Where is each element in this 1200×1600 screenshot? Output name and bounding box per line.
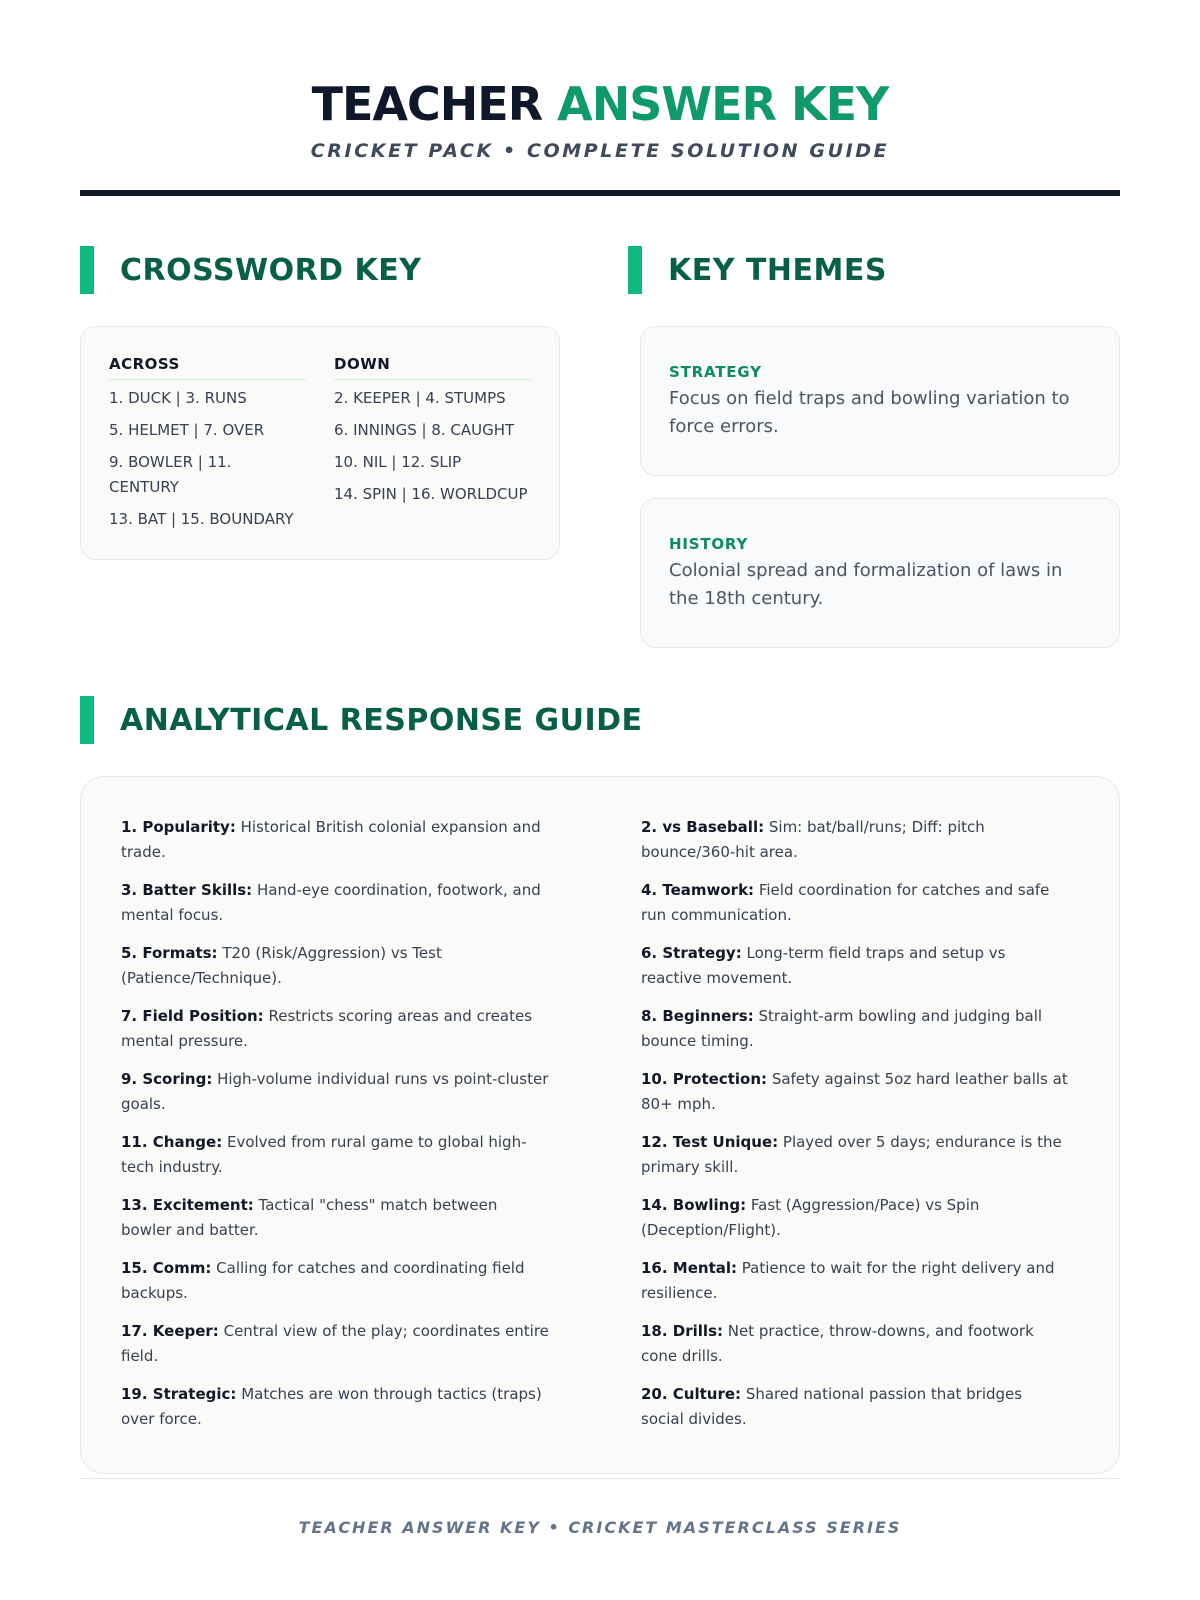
guide-item-label: 9. Scoring: [121, 1070, 213, 1088]
guide-item-text: Shared national passion that bridges social divides. [641, 1385, 1023, 1428]
title-main: TEACHER [311, 77, 543, 131]
section-accent-bar [80, 246, 94, 294]
guide-item [641, 1130, 1069, 1193]
guide-item [641, 1256, 1069, 1319]
section-accent-bar [80, 696, 94, 744]
down-column [334, 355, 531, 559]
page-header [80, 72, 1120, 162]
guide-item [641, 1004, 1069, 1067]
guide-item-text: Sim: bat/ball/runs; Diff: pitch bounce/360-hit area. [641, 818, 985, 861]
section-accent-bar [628, 246, 642, 294]
guide-item-text: Historical British colonial expansion and trade. [121, 818, 541, 861]
page-footer: TEACHER ANSWER KEY • CRICKET MASTERCLASS SERIES [298, 1518, 902, 1537]
guide-item-label: 14. Bowling: [641, 1196, 747, 1214]
theme-card-history [640, 498, 1120, 648]
guide-item-text: Restricts scoring areas and creates mental pressure. [121, 1007, 533, 1050]
guide-item [121, 878, 549, 941]
crossword-card [80, 326, 560, 560]
title-accent: ANSWER KEY [557, 77, 889, 131]
guide-item-text: Tactical "chess" match between bowler and batter. [121, 1196, 498, 1239]
guide-item-label: 15. Comm: [121, 1259, 212, 1277]
header-divider [80, 190, 1120, 196]
guide-item-text: Matches are won through tactics (traps) over force. [121, 1385, 542, 1428]
guide-item-text: Field coordination for catches and safe run communication. [641, 881, 1050, 924]
guide-item-label: 11. Change: [121, 1133, 223, 1151]
guide-item-label: 10. Protection: [641, 1070, 768, 1088]
guide-item-text: Long-term field traps and setup vs reactive movement. [641, 944, 1006, 987]
guide-item-text: Net practice, throw-downs, and footwork cone drills. [641, 1322, 1034, 1365]
guide-item [641, 815, 1069, 878]
across-column [109, 355, 306, 559]
guide-item-label: 2. vs Baseball: [641, 818, 765, 836]
page-title [80, 72, 1120, 136]
guide-item [641, 1319, 1069, 1382]
across-heading: ACROSS [109, 355, 306, 380]
crossword-section-heading [80, 246, 422, 294]
guide-item-text: T20 (Risk/Aggression) vs Test (Patience/Technique). [121, 944, 442, 987]
guide-section-heading [80, 696, 643, 744]
themes-section-heading [628, 246, 887, 294]
footer-divider [80, 1478, 1120, 1479]
guide-item-label: 1. Popularity: [121, 818, 236, 836]
section-title: ANALYTICAL RESPONSE GUIDE [120, 702, 643, 738]
guide-item [121, 1382, 549, 1445]
guide-item-label: 4. Teamwork: [641, 881, 755, 899]
guide-item-label: 6. Strategy: [641, 944, 742, 962]
guide-item-label: 5. Formats: [121, 944, 218, 962]
page-subtitle: CRICKET PACK • COMPLETE SOLUTION GUIDE [310, 140, 890, 162]
guide-item-label: 8. Beginners: [641, 1007, 754, 1025]
answer-key-page [80, 0, 1120, 1600]
across-item: 5. HELMET | 7. OVER [109, 421, 265, 439]
guide-item [641, 1382, 1069, 1445]
guide-item-text: Safety against 5oz hard leather balls at 80+ mph. [641, 1070, 1068, 1113]
guide-item-text: Patience to wait for the right delivery and resilience. [641, 1259, 1055, 1302]
guide-item-text: Hand-eye coordination, footwork, and mental focus. [121, 881, 541, 924]
guide-item-text: Straight-arm bowling and judging ball bounce timing. [641, 1007, 1043, 1050]
theme-card-strategy [640, 326, 1120, 476]
guide-card [80, 776, 1120, 1474]
across-item: 9. BOWLER | 11. CENTURY [109, 453, 232, 496]
guide-item-text: Evolved from rural game to global high-tech industry. [121, 1133, 527, 1176]
guide-item-label: 20. Culture: [641, 1385, 742, 1403]
guide-item [121, 941, 549, 1004]
guide-item [121, 815, 549, 878]
down-item: 6. INNINGS | 8. CAUGHT [334, 421, 515, 439]
section-title: KEY THEMES [668, 252, 887, 288]
guide-item-text: Fast (Aggression/Pace) vs Spin (Deception/Flight). [641, 1196, 980, 1239]
down-heading: DOWN [334, 355, 531, 380]
guide-item-label: 16. Mental: [641, 1259, 738, 1277]
guide-item-label: 19. Strategic: [121, 1385, 237, 1403]
guide-item [121, 1004, 549, 1067]
guide-item-text: High-volume individual runs vs point-cluster goals. [121, 1070, 549, 1113]
guide-item [121, 1319, 549, 1382]
guide-item-label: 18. Drills: [641, 1322, 723, 1340]
across-item: 1. DUCK | 3. RUNS [109, 389, 247, 407]
down-item: 10. NIL | 12. SLIP [334, 453, 462, 471]
guide-item-text: Central view of the play; coordinates entire field. [121, 1322, 549, 1365]
guide-item-label: 3. Batter Skills: [121, 881, 253, 899]
down-item: 2. KEEPER | 4. STUMPS [334, 389, 506, 407]
guide-item [121, 1130, 549, 1193]
guide-item-label: 12. Test Unique: [641, 1133, 779, 1151]
across-item: 13. BAT | 15. BOUNDARY [109, 510, 294, 528]
guide-item-label: 7. Field Position: [121, 1007, 264, 1025]
guide-item [641, 1193, 1069, 1256]
theme-title: STRATEGY [669, 363, 762, 381]
guide-item [121, 1067, 549, 1130]
down-item: 14. SPIN | 16. WORLDCUP [334, 485, 528, 503]
guide-item-label: 17. Keeper: [121, 1322, 219, 1340]
guide-item [641, 1067, 1069, 1130]
guide-item-text: Calling for catches and coordinating field backups. [121, 1259, 525, 1302]
section-title: CROSSWORD KEY [120, 252, 422, 288]
theme-text: Colonial spread and formalization of laws in the 18th century. [669, 560, 1063, 609]
guide-item [121, 1193, 549, 1256]
theme-title: HISTORY [669, 535, 749, 553]
guide-item [641, 941, 1069, 1004]
theme-text: Focus on field traps and bowling variation to force errors. [669, 388, 1070, 437]
guide-item [641, 878, 1069, 941]
guide-item-label: 13. Excitement: [121, 1196, 254, 1214]
guide-item-text: Played over 5 days; endurance is the primary skill. [641, 1133, 1062, 1176]
guide-item [121, 1256, 549, 1319]
